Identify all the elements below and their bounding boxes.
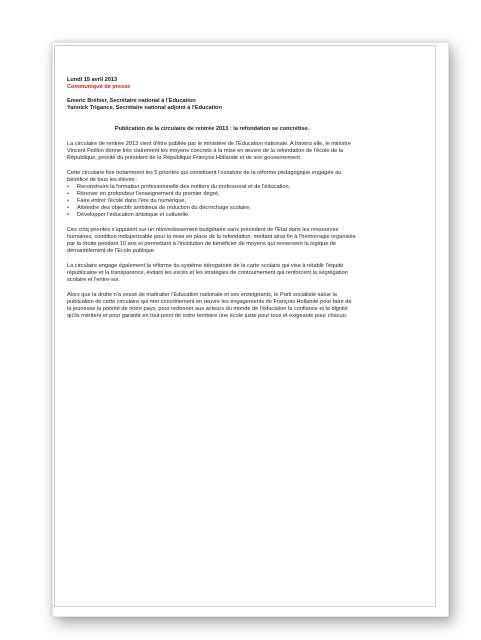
paragraph-5: Alors que la droite n'a cessé de maltraiter l'Education nationale et ses enseignants, le Parti socialiste salue la publication de cette circulaire qui met concrètement en œuvre les engagements de François Hollande pour faire de la jeunesse la priorité de notre pays, pour redonner aux acteurs du monde de l'éducation la confiance et la dignité qu'ils méritent et pour garantir en tout point de notre territoire une école juste pour tous et exigeante pour chacun. bbox=[67, 292, 352, 319]
press-release-content bbox=[67, 77, 357, 320]
press-release-label: Communiqué de presse bbox=[67, 84, 131, 90]
signer-1: Emeric Bréhier, Secrétaire national à l'Education bbox=[67, 98, 196, 104]
priority-item-3: • Faire entrer l'école dans l'ère du numérique, bbox=[67, 198, 357, 205]
paragraph-2-intro: Cette circulaire fixe notamment les 5 priorités qui constituent l'ossature de la réforme pédagogique engagée au bénéfice de tous les élèves : bbox=[67, 170, 342, 183]
paragraph-4: La circulaire engage également la réforme du système dérogatoire de la carte scolaire qui vise à rétablir l'équité républicaine et la transparence, évitant les excès et les stratégies de contournement qui renforcent la ségrégation scolaire et l'entre-soi. bbox=[67, 263, 348, 283]
priorities-list bbox=[67, 184, 357, 219]
release-title: Publication de la circulaire de rentrée 2013 : la refondation se concrétise. bbox=[114, 126, 310, 132]
priority-item-2: • Rénover en profondeur l'enseignement du premier degré, bbox=[67, 191, 357, 198]
signers-block bbox=[67, 98, 357, 112]
paragraph-1: La circulaire de rentrée 2013 vient d'être publiée par le ministère de l'Education nationale. A travers elle, le ministre Vincent Peillon donne très clairement les moyens concrets à la mise en œuvre de la refondation de l'école de la République, priorité du président de la République François Hollande et de son gouvernement. bbox=[67, 141, 351, 161]
priority-item-4: • Atteindre des objectifs ambitieux de réduction du décrochage scolaire, bbox=[67, 205, 357, 212]
priority-item-5: • Développer l'éducation artistique et culturelle. bbox=[67, 212, 357, 219]
signer-2: Yannick Trigance, Secrétaire national adjoint à l'Education bbox=[67, 105, 222, 111]
priority-item-1: • Reconstruire la formation professionnelle des métiers du professorat et de l'éducation, bbox=[67, 184, 357, 191]
paragraph-3: Ces cinq priorités s'appuient sur un réinvestissement budgétaire sans précédent de l'Etat dans les ressources humaines, condition indispensable pour la mise en place de la refondation, mettant ainsi fin à l'hémorragie organisée par la droite pendant 10 ans et permettant à l'institution de bénéficier de moyens qui renversent la logique de démantèlement de l'Ecole publique. bbox=[67, 227, 356, 254]
release-date: Lundi 15 avril 2013 bbox=[67, 77, 118, 83]
